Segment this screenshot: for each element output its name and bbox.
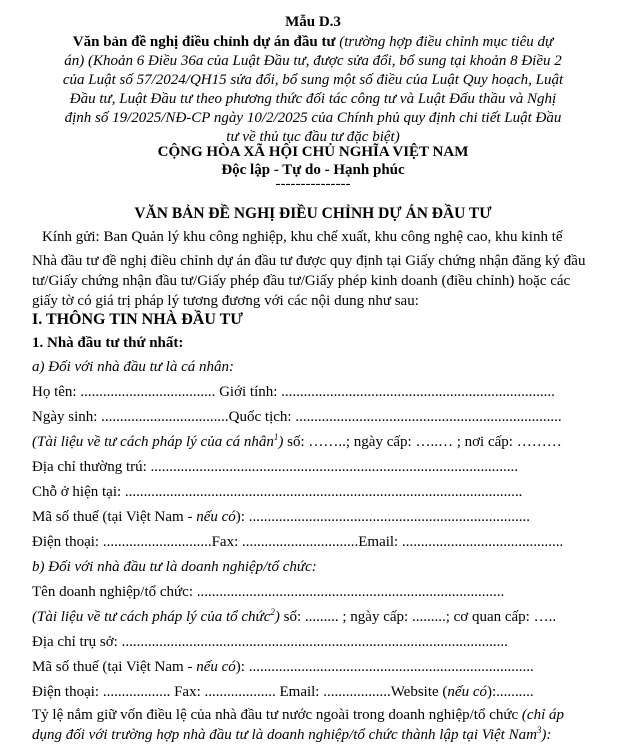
individual-current-residence-field: Chỗ ở hiện tại: .......................................................................................................... — [32, 484, 523, 500]
motto-separator: --------------- — [275, 176, 351, 192]
organization-tax-code-label: Mã số thuế (tại Việt Nam - — [32, 659, 197, 675]
organization-legal-document-details: số: ......... ; ngày cấp: .........; cơ quan cấp: ….. — [279, 609, 557, 625]
organization-legal-document-close: ) — [274, 609, 280, 625]
organization-legal-document-field — [32, 609, 556, 626]
individual-legal-document-label: (Tài liệu về tư cách pháp lý của cá nhân — [32, 434, 274, 450]
individual-contact-field: Điện thoại: .............................Fax: ...............................Email: ........................................... — [32, 534, 564, 550]
national-motto: Độc lập - Tự do - Hạnh phúc — [221, 162, 405, 178]
organization-tax-code-field — [32, 659, 534, 676]
individual-name-gender-field: Họ tên: .................................... Giới tính: ......................................................................... — [32, 384, 555, 400]
foreign-ownership-ratio-note-end: ): — [541, 727, 552, 743]
document-title: VĂN BẢN ĐỀ NGHỊ ĐIỀU CHỈNH DỰ ÁN ĐẦU TƯ — [134, 205, 492, 222]
form-description-lead: Văn bản đề nghị điều chỉnh dự án đầu tư — [72, 34, 336, 50]
foreign-ownership-ratio-label: Tỷ lệ nắm giữ vốn điều lệ của nhà đầu tư nước ngoài trong doanh nghiệp/tổ chức — [32, 707, 522, 723]
individual-tax-code-blank: ): ........................................................................... — [235, 509, 530, 525]
individual-tax-code-field — [32, 509, 530, 526]
individual-permanent-address-field: Địa chỉ thường trú: .................................................................................................. — [32, 459, 519, 475]
form-description — [62, 33, 564, 147]
individual-tax-code-label: Mã số thuế (tại Việt Nam - — [32, 509, 197, 525]
individual-legal-document-field — [32, 434, 562, 451]
form-code: Mẫu D.3 — [285, 14, 341, 30]
form-description-legal-basis: (trường hợp điều chỉnh mục tiêu dự án) (Khoản 6 Điều 36a của Luật Đầu tư, được sửa đổi, bổ sung tại khoản 8 Điều 2 của Luật số 57/2024/QH15 sửa đổi, bổ sung một số điều của Luật Quy hoạch, Luật Đầu tư, Luật Đầu tư theo phương thức đối tác công tư và Luật Đấu thầu và Nghị định số 19/2025/NĐ-CP ngày 10/2/2025 của Chính phủ quy định chi tiết Luật Đầu tư về thủ tục đầu tư đặc biệt) — [62, 34, 564, 145]
organization-legal-document-label: (Tài liệu về tư cách pháp lý của tổ chức — [32, 609, 271, 625]
national-title: CỘNG HÒA XÃ HỘI CHỦ NGHĨA VIỆT NAM — [157, 144, 469, 160]
organization-website-blank: ):.......... — [487, 684, 534, 700]
foreign-ownership-ratio-note: (chỉ áp dụng đối với trường hợp nhà đầu tư là doanh nghiệp/tổ chức thành lập tại Việt Nam — [32, 707, 564, 743]
organization-website-optional: nếu có — [447, 684, 487, 700]
organization-hq-address-field: Địa chỉ trụ sở: ....................................................................................................... — [32, 634, 508, 650]
individual-tax-code-optional: nếu có — [196, 509, 236, 525]
organization-name-field: Tên doanh nghiệp/tổ chức: .................................................................................. — [32, 584, 505, 600]
organization-contact-field — [32, 684, 534, 701]
footnote-ref-3: 3 — [536, 725, 542, 735]
individual-dob-nationality-field: Ngày sinh: ..................................Quốc tịch: ....................................................................... — [32, 409, 562, 425]
organization-investor-heading: b) Đối với nhà đầu tư là doanh nghiệp/tổ chức: — [32, 559, 317, 575]
organization-tax-code-blank: ): ............................................................................ — [235, 659, 534, 675]
organization-contact-label: Điện thoại: .................. Fax: ................... Email: ..................Website ( — [32, 684, 448, 700]
first-investor-heading: 1. Nhà đầu tư thứ nhất: — [32, 335, 184, 351]
footnote-ref-2: 2 — [270, 607, 275, 617]
foreign-ownership-ratio-field — [32, 705, 588, 745]
individual-investor-heading: a) Đối với nhà đầu tư là cá nhân: — [32, 359, 234, 375]
recipient-line: Kính gửi: Ban Quản lý khu công nghiệp, khu chế xuất, khu công nghệ cao, khu kinh tế — [42, 229, 563, 245]
intro-paragraph: Nhà đầu tư đề nghị điều chỉnh dự án đầu tư được quy định tại Giấy chứng nhận đăng ký đầu tư/Giấy chứng nhận đầu tư/Giấy phép đầu tư/Giấy phép kinh doanh (điều chỉnh) hoặc các giấy tờ có giá trị pháp lý tương đương với các nội dung như sau: — [32, 253, 586, 309]
section-investor-info-heading: I. THÔNG TIN NHÀ ĐẦU TƯ — [32, 311, 243, 328]
organization-tax-code-optional: nếu có — [196, 659, 236, 675]
footnote-ref-1: 1 — [273, 432, 279, 442]
individual-legal-document-close: ) — [278, 434, 284, 450]
individual-legal-document-details: số: ……..; ngày cấp: …..… ; nơi cấp: ……… — [283, 434, 562, 450]
